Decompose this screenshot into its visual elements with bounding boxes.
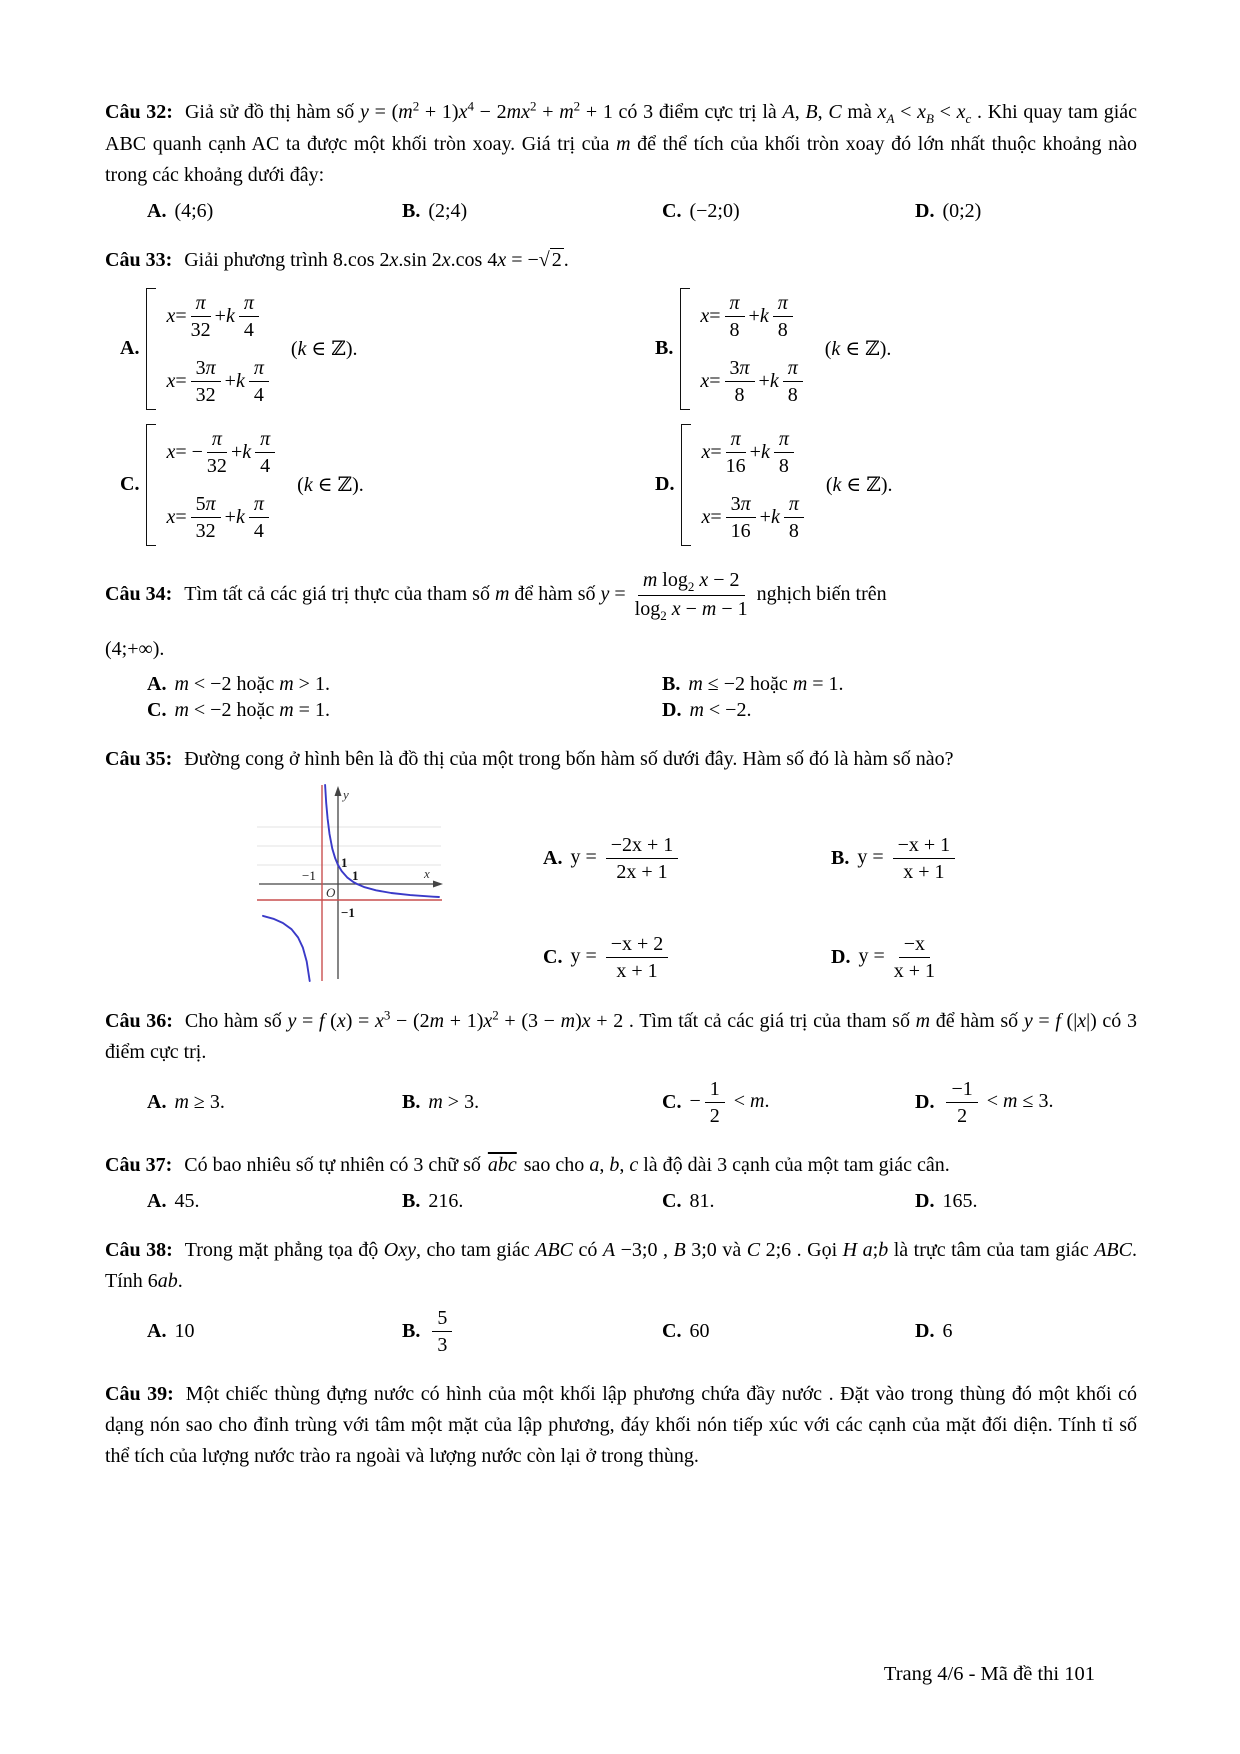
option-text: m < −2 hoặc m = 1. [174,698,330,721]
option-label: A. [120,337,140,360]
question-39 [105,1379,1137,1472]
equation: x = $\frac{3\pi}{8}$ + k $\frac{\pi}{8}$ [700,356,806,407]
option-38-b [402,1306,662,1357]
x-axis-label: x [424,865,430,881]
question-38-text [105,1235,1137,1297]
question-35-body: Đường cong ở hình bên là đồ thị của một trong bốn hàm số dưới đây. Hàm số đó là hàm số nào? [184,747,954,770]
option-34-d [662,699,1137,722]
option-36-d [915,1077,1053,1128]
question-34-number: Câu 34: [105,583,173,606]
equation: x = $\frac{\pi}{8}$ + k $\frac{\pi}{8}$ [700,291,806,342]
option-text: m ≥ 3. [174,1090,225,1113]
option-38-c [662,1320,915,1343]
option-label: D. [915,1319,935,1342]
option-label: B. [655,337,674,360]
question-37-options [147,1190,1137,1213]
option-33-b [655,288,1137,410]
option-text: m < −2 hoặc m > 1. [174,672,330,695]
option-text: 10 [174,1319,195,1342]
option-label: B. [831,846,850,869]
option-text: y = $\frac{-x + 1}{x + 1}$ [857,833,959,884]
x-tick-1: 1 [352,867,359,883]
option-32-a [147,200,402,223]
option-label: A. [147,672,167,695]
system-bracket [680,288,690,410]
origin-label: O [326,884,336,900]
option-label: B. [402,1090,421,1113]
question-38 [105,1235,1137,1357]
option-label: B. [402,1319,421,1342]
option-text: (0;2) [942,199,982,222]
question-37-body: Có bao nhiêu số tự nhiên có 3 chữ số $\overline{abc}$ sao cho a, b, c là độ dài 3 cạnh của một tam giác cân. [184,1153,950,1176]
option-label: A. [147,1189,167,1212]
option-label: A. [147,199,167,222]
option-35-a [543,833,831,884]
option-text: 45. [174,1189,200,1212]
gridlines [257,827,441,865]
question-34-body: Tìm tất cả các giá trị thực của tham số m để hàm số y = $\frac{m \log_2 x - 2}{\log_2 x - m - 1}$ nghịch biến trên [184,568,887,624]
option-34-a [147,673,662,696]
question-39-text [105,1379,1137,1472]
question-36 [105,1005,1137,1128]
question-35-number: Câu 35: [105,747,173,770]
question-33-number: Câu 33: [105,248,173,271]
y-tick-neg1: −1 [341,904,355,920]
y-tick-1: 1 [341,854,348,870]
option-label: C. [543,945,563,968]
option-text: m < −2. [689,698,752,721]
option-label: D. [915,1189,935,1212]
equation: x = $\frac{3\pi}{16}$ + k $\frac{\pi}{8}$ [701,492,807,543]
equation: x = − $\frac{\pi}{32}$ + k $\frac{\pi}{4}$ [166,427,279,478]
question-35-text [105,744,1137,775]
question-36-body: Cho hàm số y = f $(x) = x^3 - (2m + 1)x^2 + (3 - m)x + 2$ . Tìm tất cả các giá trị của tham số m để hàm số y = f (|x|) có 3 điểm cực trị. [105,1006,1137,1063]
k-domain: (k ∈ ℤ). [825,474,893,497]
question-33-text [105,245,1137,276]
system-bracket [681,424,691,546]
question-39-number: Câu 39: [105,1382,174,1405]
equation: x = $\frac{3\pi}{32}$ + k $\frac{\pi}{4}$ [166,356,272,407]
question-32-text [105,96,1137,191]
page-footer: Trang 4/6 - Mã đề thi 101 [883,1663,1095,1685]
question-33-options [120,288,1137,546]
option-label: C. [662,199,682,222]
option-label: D. [662,698,682,721]
question-37-number: Câu 37: [105,1153,173,1176]
option-label: C. [147,698,167,721]
option-text: (2;4) [428,199,468,222]
option-label: B. [402,199,421,222]
option-33-a [120,288,655,410]
option-32-c [662,200,915,223]
question-36-options [147,1077,1137,1128]
question-34-options [147,673,1137,722]
system-bracket [146,288,156,410]
option-32-b [402,200,662,223]
equation-system [146,424,363,546]
option-text: (4;6) [174,199,214,222]
option-label: B. [402,1189,421,1212]
option-38-d [915,1320,952,1343]
equation: x = $\frac{\pi}{16}$ + k $\frac{\pi}{8}$ [701,427,807,478]
option-label: C. [662,1319,682,1342]
option-label: D. [915,1090,935,1113]
option-33-c [120,424,655,546]
option-text: y = $\frac{-x}{x + 1}$ [858,932,936,982]
question-35 [105,744,1137,983]
option-36-c [662,1077,915,1128]
option-label: C. [120,473,140,496]
k-domain: (k ∈ ℤ). [290,338,358,361]
question-32-options [147,200,1137,223]
option-label: B. [662,672,681,695]
question-35-figure-row [105,783,1137,983]
question-35-options [543,833,959,983]
k-domain: (k ∈ ℤ). [824,338,892,361]
question-33-body: Giải phương trình 8.cos 2x.sin 2x.cos 4x = −√ 2 . [184,248,569,271]
option-text: 81. [689,1189,715,1212]
question-33 [105,245,1137,546]
question-34 [105,568,1137,722]
y-axis-arrow [335,786,342,796]
option-37-a [147,1190,402,1213]
question-32 [105,96,1137,223]
option-text: − $\frac{1}{2}$ < m. [689,1077,770,1127]
question-39-body: Một chiếc thùng đựng nước có hình của một khối lập phương chứa đầy nước . Đặt vào trong thùng đó một khối có dạng nón sao cho đỉnh trùng với tâm một mặt của lập phương, đáy khối nón tiếp xúc với các cạnh của mặt đối diện. Tính tỉ số thể tích của lượng nước trào ra ngoài và lượng nước còn lại ở trong thùng. [105,1382,1138,1467]
option-label: C. [662,1090,682,1113]
x-tick-neg1: −1 [302,867,316,883]
option-text: 165. [942,1189,978,1212]
k-domain: (k ∈ ℤ). [297,474,364,497]
option-text: (−2;0) [689,199,740,222]
question-34-text [105,568,1137,624]
option-text: m > 3. [428,1090,480,1113]
question-37-text [105,1150,1137,1181]
option-text: y = $\frac{-x + 2}{x + 1}$ [570,932,672,983]
option-37-b [402,1190,662,1213]
option-text: 6 [942,1319,953,1342]
option-label: D. [915,199,935,222]
option-text: $\frac{5}{3}$ [428,1306,456,1357]
option-text: 60 [689,1319,710,1342]
curve-left-branch [263,916,310,981]
equation-system [146,288,357,410]
option-37-d [915,1190,977,1213]
question-36-number: Câu 36: [105,1009,173,1032]
question-38-number: Câu 38: [105,1238,173,1261]
option-34-b [662,673,1137,696]
question-38-body: Trong mặt phẳng tọa độ Oxy, cho tam giác ABC có A −3;0 , B 3;0 và C 2;6 . Gọi H a;b là trực tâm của tam giác ABC. Tính 6ab. [105,1238,1137,1292]
option-37-c [662,1190,915,1213]
option-label: A. [147,1319,167,1342]
option-38-a [147,1320,402,1343]
option-35-d [831,932,959,983]
function-graph [255,783,445,983]
question-36-text [105,1005,1137,1068]
question-38-options [147,1306,1137,1357]
equation-system [680,288,891,410]
question-34-interval: (4;+∞). [105,637,165,660]
option-text: m ≤ −2 hoặc m = 1. [688,672,844,695]
option-35-b [831,833,959,884]
equation: x = $\frac{\pi}{32}$ + k $\frac{\pi}{4}$ [166,291,272,342]
option-32-d [915,200,981,223]
option-label: D. [831,945,851,968]
option-33-d [655,424,1137,546]
option-text: 216. [428,1189,464,1212]
question-37 [105,1150,1137,1213]
option-36-a [147,1091,402,1114]
option-text: y = $\frac{-2x + 1}{2x + 1}$ [570,833,682,884]
option-35-c [543,932,831,983]
option-label: C. [662,1189,682,1212]
option-label: D. [655,473,675,496]
y-axis-label: y [343,786,349,802]
question-32-number: Câu 32: [105,100,173,123]
equation-system [681,424,892,546]
equation: x = $\frac{5\pi}{32}$ + k $\frac{\pi}{4}$ [166,492,279,543]
option-34-c [147,699,662,722]
question-32-body: Giả sử đồ thị hàm số $y = (m^2 + 1)x^4 - 2mx^2 + m^2 + 1$ có 3 điểm cực trị là A, B, C mà $x_A < x_B < x_c$ . Khi quay tam giác ABC quanh cạnh AC ta được một khối tròn xoay. Giá trị của m để thể tích của khối tròn xoay đó lớn nhất thuộc khoảng nào trong các khoảng dưới đây: [105,98,1138,186]
option-label: A. [543,846,563,869]
option-36-b [402,1091,662,1114]
system-bracket [146,424,156,546]
option-label: A. [147,1090,167,1113]
option-text: $\frac{-1}{2}$ < m ≤ 3. [942,1077,1053,1128]
x-axis-arrow [433,880,443,887]
